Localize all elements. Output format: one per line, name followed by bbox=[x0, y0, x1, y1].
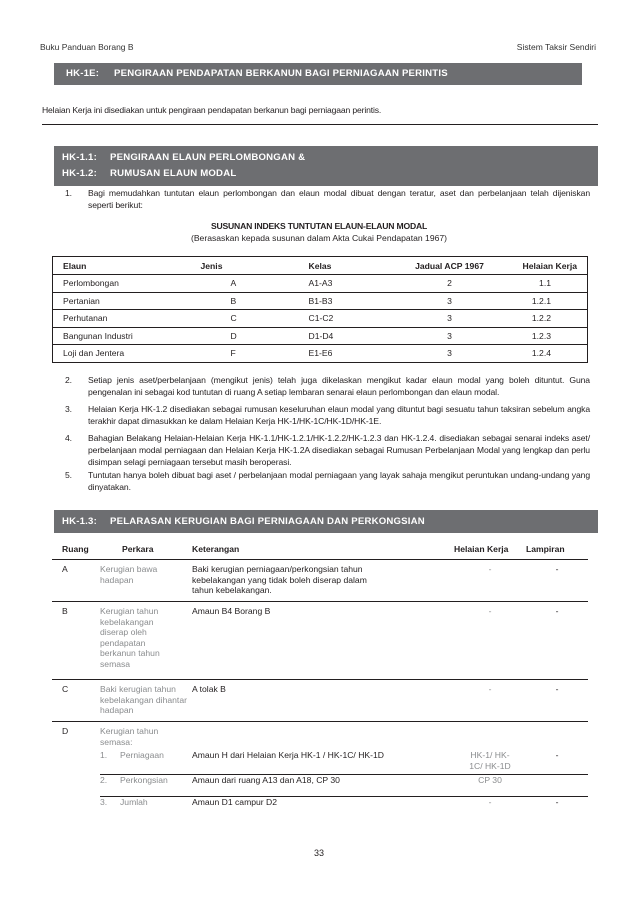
sub-item-label: Perniagaan bbox=[120, 750, 164, 760]
cell: 3 bbox=[395, 327, 505, 345]
allowance-index-table bbox=[52, 256, 588, 363]
table-row bbox=[53, 327, 588, 345]
sub-keterangan: Amaun H dari Helaian Kerja HK-1 / HK-1C/ HK-1D bbox=[192, 750, 384, 760]
column-header-perkara: Perkara bbox=[122, 544, 154, 554]
sub-row bbox=[100, 750, 588, 774]
paragraph-number: 4. bbox=[65, 433, 72, 443]
table-subtitle: (Berasaskan kepada susunan dalam Akta Cukai Pendapatan 1967) bbox=[190, 233, 448, 243]
sub-keterangan: Amaun dari ruang A13 dan A18, CP 30 bbox=[192, 774, 340, 785]
column-header: Kelas bbox=[299, 257, 395, 275]
paragraph-number: 3. bbox=[65, 404, 72, 414]
section-code: HK-1.3: bbox=[62, 516, 97, 527]
column-header: Jenis bbox=[191, 257, 299, 275]
cell-helaian: - bbox=[488, 606, 492, 616]
cell-ruang: A bbox=[62, 564, 68, 574]
column-header-lampiran: Lampiran bbox=[526, 544, 565, 554]
cell: 2 bbox=[395, 275, 505, 293]
section-title: RUMUSAN ELAUN MODAL bbox=[110, 168, 237, 179]
cell-ruang: B bbox=[62, 606, 68, 616]
table-row bbox=[52, 722, 588, 813]
cell-perkara: Kerugian tahun semasa: bbox=[100, 726, 159, 747]
cell: Perhutanan bbox=[53, 310, 191, 328]
paragraph-number: 1. bbox=[65, 188, 72, 198]
sub-keterangan: Amaun D1 campur D2 bbox=[192, 796, 278, 807]
cell: Loji dan Jentera bbox=[63, 348, 125, 359]
sub-item bbox=[100, 774, 192, 796]
sub-item-label: Jumlah bbox=[120, 796, 148, 807]
table-header-row bbox=[52, 540, 588, 560]
heading-line-2 bbox=[62, 166, 598, 182]
cell-keterangan: A tolak B bbox=[192, 684, 226, 694]
subtable-d bbox=[100, 750, 588, 812]
cell-perkara: Kerugian bawa hadapan bbox=[100, 564, 158, 585]
cell: 1.2.3 bbox=[505, 327, 588, 345]
table-row bbox=[52, 560, 588, 602]
cell: 3 bbox=[395, 292, 505, 310]
cell: 1.2.2 bbox=[505, 310, 588, 328]
cell-perkara: Kerugian tahun kebelakangan diserap oleh pendapatan berkanun tahun semasa bbox=[100, 606, 160, 669]
sub-row bbox=[100, 796, 588, 812]
column-header-helaian: Helaian Kerja bbox=[454, 544, 509, 554]
cell-lampiran: - bbox=[555, 606, 559, 616]
table-row bbox=[52, 680, 588, 722]
section-title: PENGIRAAN PENDAPATAN BERKANUN BAGI PERNIAGAAN PERINTIS bbox=[114, 68, 448, 79]
section-title: PENGIRAAN ELAUN PERLOMBONGAN & bbox=[110, 152, 306, 163]
cell-ruang: D bbox=[62, 726, 69, 736]
cell: D bbox=[191, 327, 299, 345]
cell: B1-B3 bbox=[299, 292, 395, 310]
section-heading-hk-1e bbox=[54, 63, 582, 85]
cell: Bangunan Industri bbox=[53, 327, 191, 345]
column-header-keterangan: Keterangan bbox=[192, 544, 240, 554]
sub-item-label: Perkongsian bbox=[120, 774, 168, 785]
paragraph-text: Helaian Kerja HK-1.2 disediakan sebagai rumusan keseluruhan elaun modal yang dituntut bagi sesuatu tahun taksiran sebelum angka terakhir dapat dimasukkan ke dalam Helaian Kerja HK-1/HK-1C/HK-1D/HK-1E. bbox=[88, 404, 590, 426]
paragraph-text: Tuntutan hanya boleh dibuat bagi aset / perbelanjaan modal perniagaan yang layak sahaja mengikut peruntukan undang-undang yang dinyatakan. bbox=[88, 470, 590, 492]
column-header-ruang: Ruang bbox=[62, 544, 89, 554]
cell: E1-E6 bbox=[308, 348, 333, 359]
cell-helaian: - bbox=[488, 684, 492, 694]
cell: 3 bbox=[395, 310, 505, 328]
cell: A bbox=[191, 275, 299, 293]
page-number: 33 bbox=[313, 848, 324, 858]
sub-lampiran: - bbox=[555, 796, 559, 807]
section-code: HK-1E: bbox=[66, 68, 100, 79]
section-code: HK-1.1: bbox=[62, 152, 97, 163]
cell: 1.2.1 bbox=[505, 292, 588, 310]
heading-line-1 bbox=[62, 150, 598, 166]
table-title: SUSUNAN INDEKS TUNTUTAN ELAUN-ELAUN MODAL bbox=[210, 221, 428, 231]
table-row bbox=[53, 292, 588, 310]
cell: 1.2.4 bbox=[531, 348, 551, 359]
sub-item bbox=[100, 796, 192, 812]
column-header: Helaian Kerja bbox=[505, 257, 588, 275]
sub-item bbox=[100, 750, 192, 774]
section-heading-hk-1-1-1-2 bbox=[54, 146, 598, 186]
cell-keterangan: Baki kerugian perniagaan/perkongsian tahun kebelakangan yang tidak boleh diserap dalam tahun kebelakangan. bbox=[192, 564, 367, 595]
cell-lampiran: - bbox=[555, 684, 559, 694]
paragraph-number: 2. bbox=[65, 375, 72, 385]
sub-helaian: HK-1/ HK-1C/ HK-1D bbox=[469, 750, 511, 771]
section-code: HK-1.2: bbox=[62, 168, 97, 179]
sub-lampiran bbox=[526, 774, 588, 796]
paragraph-1 bbox=[65, 187, 590, 213]
cell-ruang: C bbox=[62, 684, 69, 694]
sub-item-number: 2. bbox=[100, 774, 108, 785]
cell: B bbox=[191, 292, 299, 310]
row-group-d bbox=[100, 722, 588, 813]
sub-item-number: 3. bbox=[100, 796, 108, 807]
cell-lampiran: - bbox=[555, 564, 559, 574]
cell: Perlombongan bbox=[53, 275, 191, 293]
paragraph-text: Setiap jenis aset/perbelanjaan (mengikut jenis) telah juga dikelaskan mengikut kadar elaun modal yang boleh dituntut. Guna pengenalan ini sebagai kod tuntutan di ruang A setiap lembaran senarai elaun perlombongan dan elaun modal. bbox=[88, 375, 590, 397]
sub-helaian: - bbox=[488, 796, 492, 807]
cell: Pertanian bbox=[53, 292, 191, 310]
sub-helaian: CP 30 bbox=[478, 774, 502, 785]
section-title: PELARASAN KERUGIAN BAGI PERNIAGAAN DAN PERKONGSIAN bbox=[110, 516, 425, 527]
table-row bbox=[53, 275, 588, 293]
column-header: Jadual ACP 1967 bbox=[395, 257, 505, 275]
divider bbox=[42, 124, 598, 125]
loss-adjustment-table bbox=[52, 540, 588, 812]
cell: C1-C2 bbox=[299, 310, 395, 328]
cell-helaian: - bbox=[488, 564, 492, 574]
cell: D1-D4 bbox=[299, 327, 395, 345]
table-header-row bbox=[53, 257, 588, 275]
section-intro-text: Helaian Kerja ini disediakan untuk pengiraan pendapatan berkanun bagi perniagaan perintis. bbox=[42, 105, 382, 115]
cell: 3 bbox=[447, 348, 452, 359]
table-row bbox=[53, 310, 588, 328]
table-row bbox=[53, 345, 588, 363]
sub-row bbox=[100, 774, 588, 796]
cell-keterangan: Amaun B4 Borang B bbox=[192, 606, 271, 616]
running-header-left: Buku Panduan Borang B bbox=[40, 42, 134, 52]
cell-perkara: Baki kerugian tahun kebelakangan dihantar hadapan bbox=[100, 684, 187, 715]
sub-lampiran: - bbox=[555, 750, 559, 760]
section-heading-hk-1-3 bbox=[54, 510, 598, 533]
sub-item-number: 1. bbox=[100, 750, 108, 760]
cell: 1.1 bbox=[505, 275, 588, 293]
cell: F bbox=[230, 348, 236, 359]
cell: C bbox=[191, 310, 299, 328]
paragraph-text: Bahagian Belakang Helaian-Helaian Kerja HK-1.1/HK-1.2.1/HK-1.2.2/HK-1.2.3 dan HK-1.2.4. disediakan sebagai senarai indeks aset/ perbelanjaan modal perniagaan dan Helaian Kerja HK-1.2A disediakan sebagai Rumusan Perbelanjaan Modal yang lengkap dan perlu disimpan selagi perniagaan tersebut masih beroperasi. bbox=[88, 433, 590, 467]
table-row bbox=[52, 602, 588, 680]
paragraph-text: Bagi memudahkan tuntutan elaun perlombongan dan elaun modal dibuat dengan teratur, aset dan perbelanjaan telah dijeniskan seperti berikut: bbox=[88, 188, 590, 210]
column-header: Elaun bbox=[53, 257, 191, 275]
paragraph-number: 5. bbox=[65, 470, 72, 480]
cell: A1-A3 bbox=[299, 275, 395, 293]
running-header-right: Sistem Taksir Sendiri bbox=[516, 42, 596, 52]
